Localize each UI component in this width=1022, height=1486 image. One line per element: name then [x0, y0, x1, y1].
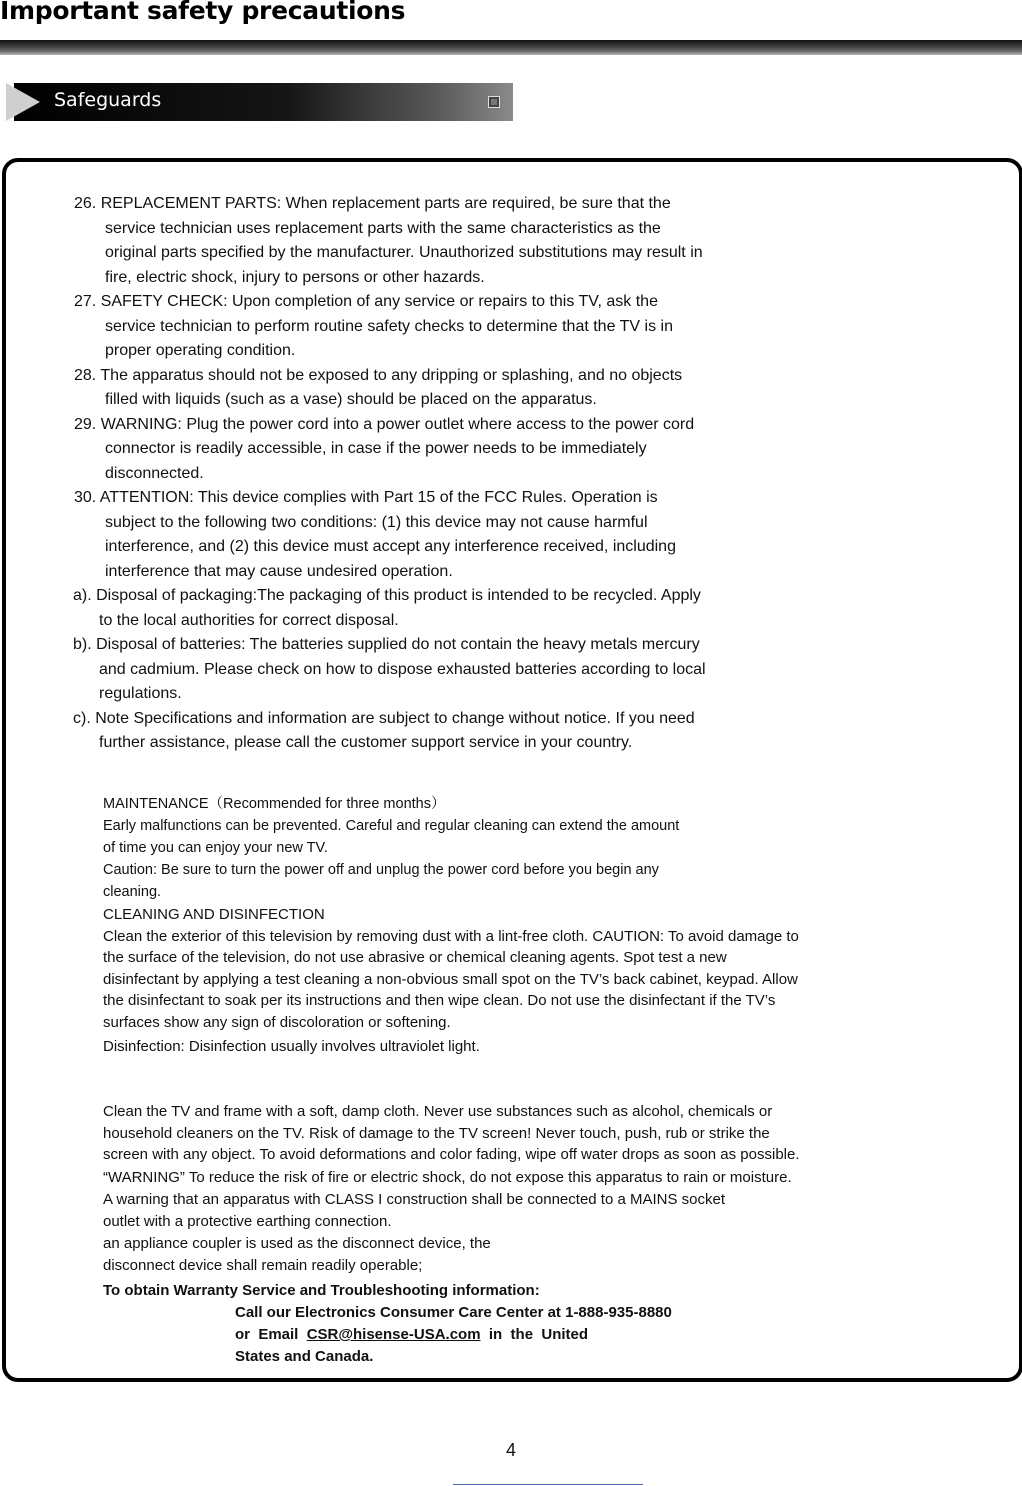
email-prefix: or Email	[235, 1326, 307, 1343]
maintenance-line: of time you can enjoy your new TV.	[103, 840, 328, 856]
maintenance-section	[103, 793, 923, 903]
list-item-continuation: subject to the following two conditions: (1) this device may not cause harmful	[105, 513, 648, 531]
list-item-continuation: and cadmium. Please check on how to dispose exhausted batteries according to local	[99, 660, 706, 678]
warranty-phone-line: Call our Electronics Consumer Care Center at 1-888-935-8880	[235, 1304, 672, 1321]
list-item-continuation: regulations.	[99, 685, 182, 702]
care-section	[103, 1101, 925, 1276]
list-item: 29. WARNING: Plug the power cord into a power outlet where access to the power cord	[74, 415, 695, 433]
cleaning-section	[103, 904, 925, 1058]
maintenance-line: cleaning.	[103, 884, 162, 900]
title-rule	[0, 40, 1022, 55]
cleaning-line: surfaces show any sign of discoloration or softening.	[103, 1013, 451, 1031]
care-line: screen with any object. To avoid deformations and color fading, wipe off water drops as soon as possible.	[103, 1146, 800, 1163]
square-icon	[488, 96, 500, 108]
section-label: Safeguards	[54, 89, 162, 111]
cleaning-heading: CLEANING AND DISINFECTION	[103, 906, 325, 923]
list-item-continuation: further assistance, please call the customer support service in your country.	[99, 734, 633, 751]
class-line: A warning that an apparatus with CLASS I construction shall be connected to a MAINS socket	[103, 1191, 726, 1208]
list-item-continuation: proper operating condition.	[105, 342, 296, 359]
class-line: an appliance coupler is used as the disconnect device, the	[103, 1235, 491, 1252]
cleaning-line: Clean the exterior of this television by removing dust with a lint-free cloth. CAUTION: To avoid damage to	[103, 927, 799, 945]
list-item: 28. The apparatus should not be exposed to any dripping or splashing, and no objects	[74, 366, 683, 384]
list-item: b). Disposal of batteries: The batteries supplied do not contain the heavy metals mercury	[73, 636, 700, 653]
cleaning-line: the disinfectant to soak per its instructions and then wipe clean. Do not use the disinfectant if the TV’s	[103, 992, 776, 1009]
warranty-region-line: States and Canada.	[235, 1348, 374, 1365]
warranty-section	[103, 1280, 672, 1368]
page-number: 4	[505, 1440, 516, 1460]
list-item-continuation: service technician to perform routine safety checks to determine that the TV is in	[105, 317, 673, 335]
numbered-list	[74, 192, 834, 756]
maintenance-heading: MAINTENANCE（Recommended for three months）	[103, 796, 446, 812]
warning-line: “WARNING” To reduce the risk of fire or electric shock, do not expose this apparatus to rain or moisture.	[103, 1168, 792, 1186]
warranty-email-line	[103, 1324, 672, 1346]
list-item-continuation: connector is readily accessible, in case if the power needs to be immediately	[105, 440, 647, 457]
email-suffix: in the United	[480, 1326, 589, 1343]
maintenance-line: Caution: Be sure to turn the power off and unplug the power cord before you begin any	[103, 862, 659, 878]
list-item-continuation: fire, electric shock, injury to persons or other hazards.	[105, 268, 485, 286]
care-line: household cleaners on the TV. Risk of damage to the TV screen! Never touch, push, rub or strike the	[103, 1124, 770, 1142]
list-item: 30. ATTENTION: This device complies with Part 15 of the FCC Rules. Operation is	[74, 489, 658, 506]
list-item-continuation: filled with liquids (such as a vase) should be placed on the apparatus.	[105, 391, 597, 408]
list-item-continuation: interference, and (2) this device must accept any interference received, including	[105, 538, 676, 555]
care-line: Clean the TV and frame with a soft, damp cloth. Never use substances such as alcohol, chemicals or	[103, 1103, 773, 1120]
list-item: 27. SAFETY CHECK: Upon completion of any service or repairs to this TV, ask the	[74, 293, 658, 310]
list-item-continuation: disconnected.	[105, 464, 204, 482]
list-item: a). Disposal of packaging:The packaging of this product is intended to be recycled. Apply	[73, 587, 701, 604]
list-item-continuation: service technician uses replacement parts with the same characteristics as the	[105, 219, 661, 237]
list-item: 26. REPLACEMENT PARTS: When replacement parts are required, be sure that the	[74, 195, 671, 212]
disinfection-line: Disinfection: Disinfection usually involves ultraviolet light.	[103, 1038, 480, 1055]
list-item-continuation: to the local authorities for correct disposal.	[99, 611, 399, 629]
footer-rule	[453, 1484, 643, 1485]
cleaning-line: disinfectant by applying a test cleaning a non-obvious small spot on the TV’s back cabinet, keypad. Allow	[103, 970, 798, 988]
cleaning-line: the surface of the television, do not use abrasive or chemical cleaning agents. Spot test a new	[103, 949, 727, 966]
list-item-continuation: original parts specified by the manufacturer. Unauthorized substitutions may result in	[105, 244, 703, 261]
list-item-continuation: interference that may cause undesired operation.	[105, 562, 453, 580]
section-header	[6, 83, 513, 121]
class-line: outlet with a protective earthing connection.	[103, 1212, 392, 1230]
page-title: Important safety precautions	[0, 0, 406, 25]
list-item: c). Note Specifications and information are subject to change without notice. If you need	[73, 709, 695, 727]
email-link[interactable]: CSR@hisense-USA.com	[306, 1326, 481, 1343]
warranty-heading: To obtain Warranty Service and Troubleshooting information:	[103, 1282, 540, 1299]
class-line: disconnect device shall remain readily operable;	[103, 1256, 423, 1274]
maintenance-line: Early malfunctions can be prevented. Careful and regular cleaning can extend the amount	[103, 818, 680, 834]
chevron-right-icon	[6, 83, 40, 121]
